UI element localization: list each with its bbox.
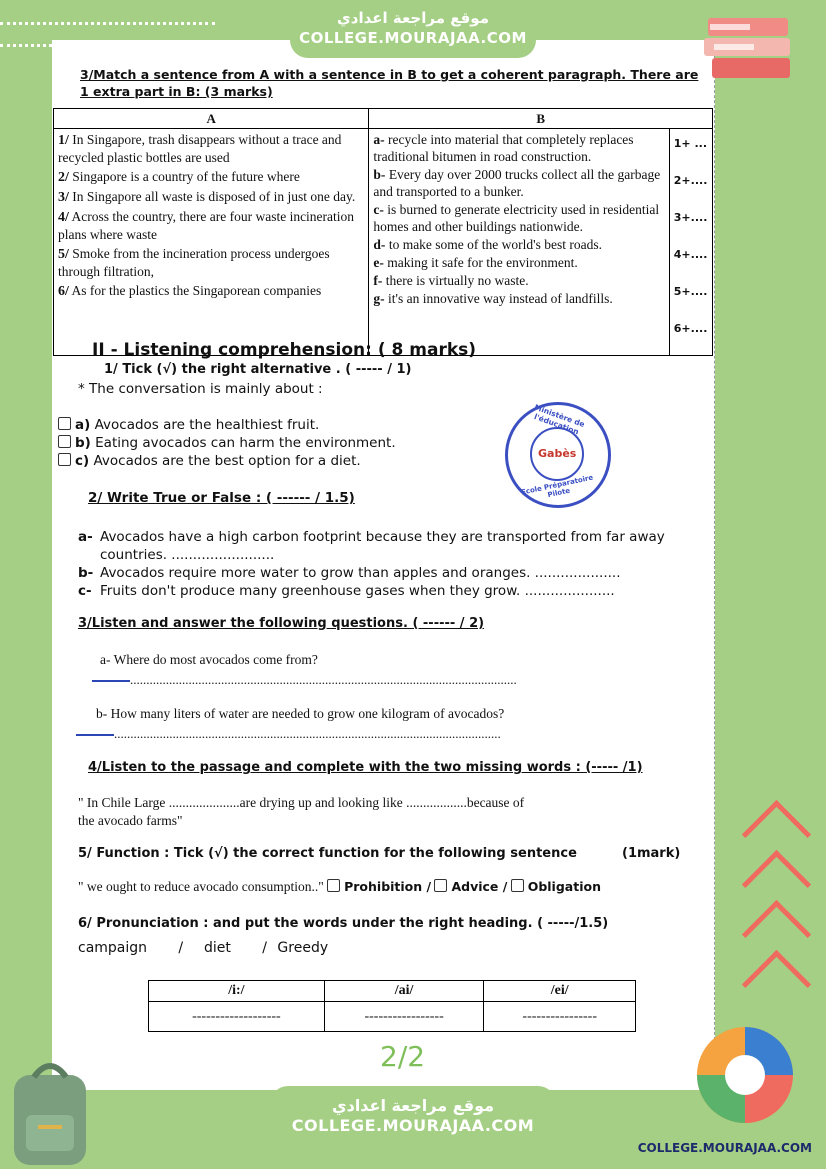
column-a-header: A: [54, 109, 369, 129]
q4-line2: the avocado farms": [78, 813, 183, 828]
column-b-header: B: [369, 109, 713, 129]
q3-answer-line-b[interactable]: [76, 726, 501, 742]
item-letter: a-: [78, 529, 93, 545]
column-a-cell: [54, 129, 369, 356]
blank-i[interactable]: -------------------: [149, 1002, 325, 1032]
pronunciation-table: [148, 980, 636, 1032]
answer-slot[interactable]: 5+....: [673, 285, 708, 298]
item-text-cont[interactable]: countries. ........................: [100, 547, 275, 563]
q1-intro: * The conversation is mainly about :: [78, 381, 323, 397]
stamp-bottom-text: Ecole Préparatoire Pilote: [520, 473, 594, 500]
column-a-item: [58, 168, 364, 186]
column-a-item: [58, 188, 364, 206]
q5-line: [78, 879, 601, 895]
column-b-item: [373, 166, 664, 200]
banner-site[interactable]: COLLEGE.MOURAJAA.COM: [291, 1116, 535, 1135]
option-prohibition: Prohibition /: [344, 879, 432, 894]
option-letter: a): [75, 417, 91, 433]
item-text: there is virtually no waste.: [385, 273, 529, 288]
dots: .......................................................................................................................: [130, 672, 517, 687]
column-a-item: [58, 131, 364, 166]
education-wheel-icon: [695, 1025, 795, 1125]
item-text: making it safe for the environment.: [387, 255, 578, 270]
option-letter: c): [75, 453, 90, 469]
q5-title: [78, 846, 681, 861]
blank-ai[interactable]: -----------------: [324, 1002, 484, 1032]
q6-title-text: 6/ Pronunciation : and put the words under the right heading. ( -----/1.5): [78, 916, 609, 931]
checkbox-advice[interactable]: [434, 879, 447, 892]
arrow-icon: [92, 680, 130, 682]
dots: .......................................................................................................................: [114, 726, 501, 741]
item-text: is burned to generate electricity used in residential homes and other buildings nationwide.: [373, 202, 660, 234]
match-title-line1: 3/Match a sentence from A with a sentence in B to get a coherent paragraph. There are: [80, 67, 699, 82]
column-b-item: [373, 201, 664, 235]
item-text: Singapore is a country of the future where: [72, 169, 300, 184]
word-greedy: / Greedy: [262, 940, 329, 956]
header-i: /i:/: [149, 981, 325, 1002]
q3-question-b: b- How many liters of water are needed to grow one kilogram of avocados?: [96, 706, 505, 721]
footer-brand[interactable]: COLLEGE.MOURAJAA.COM: [637, 1141, 812, 1155]
item-text: to make some of the world's best roads.: [388, 237, 602, 252]
site-banner-top: [290, 0, 536, 58]
q1-title: 1/ Tick (√) the right alternative . ( ----- / 1): [104, 362, 412, 377]
match-title-line2: 1 extra part in B: (3 marks): [80, 84, 273, 99]
column-b-item: [373, 131, 664, 165]
word-campaign: campaign: [78, 940, 148, 956]
decorative-dots: [0, 22, 215, 25]
q3-question-a: a- Where do most avocados come from?: [100, 652, 318, 667]
q2-title-text: 2/ Write True or False : ( ------ / 1.5): [88, 490, 355, 506]
books-icon: [700, 14, 800, 84]
q5-sentence: " we ought to reduce avocado consumption..": [78, 879, 324, 894]
q5-title-text: 5/ Function : Tick (√) the correct function for the following sentence: [78, 846, 577, 861]
item-text: Every day over 2000 trucks collect all the garbage and transported to a bunker.: [373, 167, 661, 199]
arrow-icon: [76, 734, 114, 736]
stamp-center-text: Gabès: [538, 447, 577, 460]
answer-slot[interactable]: 1+ ...: [673, 137, 708, 150]
item-body: [100, 564, 621, 582]
matching-table: [53, 108, 713, 356]
item-text: Avocados have a high carbon footprint because they are transported from far away: [100, 529, 665, 545]
q2-title: [88, 490, 355, 506]
item-text: As for the plastics the Singaporean companies: [71, 283, 322, 298]
stamp-top-text: Ministère de l'éducation: [532, 402, 586, 437]
item-text: Smoke from the incineration process undergoes through filtration,: [58, 246, 330, 279]
banner-arabic: موقع مراجعة اعدادي: [331, 1096, 495, 1115]
q6-words: [78, 940, 328, 956]
item-text: recycle into material that completely replaces traditional bitumen in road construction.: [373, 132, 634, 164]
blank-ei[interactable]: ----------------: [484, 1002, 636, 1032]
header-ai: /ai/: [324, 981, 484, 1002]
checkbox-obligation[interactable]: [511, 879, 524, 892]
banner-arabic: موقع مراجعة اعدادي: [337, 9, 489, 27]
column-b-item: [373, 254, 664, 271]
item-letter: a-: [373, 132, 385, 147]
q2-item: [78, 564, 708, 582]
item-number: 4/: [58, 210, 69, 225]
checkbox-prohibition[interactable]: [327, 879, 340, 892]
school-stamp: [505, 402, 611, 508]
checkbox[interactable]: [58, 453, 71, 466]
q2-item: [78, 528, 708, 564]
q3-title-text: 3/Listen and answer the following questions. ( ------ / 2): [78, 616, 485, 631]
column-a-item: [58, 245, 364, 280]
word-diet: diet: [204, 940, 231, 956]
answer-slot[interactable]: 2+....: [673, 174, 708, 187]
item-number: 6/: [58, 284, 69, 299]
item-body: [100, 528, 665, 564]
q1-option: [58, 434, 396, 452]
checkbox[interactable]: [58, 417, 71, 430]
item-number: 1/: [58, 133, 69, 148]
q5-mark: (1mark): [622, 846, 681, 861]
site-banner-bottom: [270, 1086, 556, 1148]
page-mark: 2/2: [380, 1040, 426, 1073]
backpack-icon: [0, 1055, 100, 1169]
column-b-item: [373, 272, 664, 289]
q6-title: [78, 915, 608, 931]
answer-slot[interactable]: 4+....: [673, 248, 708, 261]
listening-heading-text: II - Listening comprehension: ( 8 marks): [92, 340, 477, 360]
column-b-item: [373, 236, 664, 253]
option-text: Avocados are the healthiest fruit.: [94, 417, 320, 433]
column-a-item: [58, 208, 364, 243]
item-text: Across the country, there are four waste incineration plans where waste: [58, 209, 355, 242]
item-letter: c-: [78, 583, 92, 599]
match-title: [80, 66, 710, 100]
item-number: 5/: [58, 247, 69, 262]
header-ei: /ei/: [484, 981, 636, 1002]
item-letter: b-: [373, 167, 386, 182]
item-text: Fruits don't produce many greenhouse gases when they grow. .....................: [100, 583, 615, 599]
item-letter: g-: [373, 291, 385, 306]
q1-option: [58, 452, 396, 470]
q4-text: [78, 794, 524, 830]
option-letter: b): [75, 435, 91, 451]
q1-option: [58, 416, 396, 434]
item-letter: e-: [373, 255, 384, 270]
q2-item: [78, 582, 708, 600]
word-separator: /: [178, 940, 184, 956]
column-b-cell: [369, 129, 669, 356]
q4-line1: " In Chile Large .....................are drying up and looking like ..................because of: [78, 795, 525, 810]
option-advice: Advice /: [451, 879, 508, 894]
q2-items: [78, 528, 708, 600]
option-text: Avocados are the best option for a diet.: [93, 453, 361, 469]
option-obligation: Obligation: [527, 879, 601, 894]
item-body: [100, 582, 615, 600]
q3-title: [78, 616, 484, 631]
column-a-item: [58, 282, 364, 300]
item-letter: b-: [78, 565, 94, 581]
column-b-item: [373, 290, 664, 307]
item-text: In Singapore all waste is disposed of in just one day.: [72, 189, 356, 204]
option-text: Eating avocados can harm the environment.: [95, 435, 396, 451]
answer-slot[interactable]: 3+....: [673, 211, 708, 224]
chevron-up-icon: [742, 950, 811, 1019]
q4-title: [88, 760, 643, 775]
item-text: Avocados require more water to grow than apples and oranges. ....................: [100, 565, 621, 581]
item-text: it's an innovative way instead of landfills.: [388, 291, 613, 306]
item-letter: c-: [373, 202, 384, 217]
item-text: In Singapore, trash disappears without a trace and recycled plastic bottles are used: [58, 132, 342, 165]
item-number: 2/: [58, 170, 69, 185]
q4-title-text: 4/Listen to the passage and complete with the two missing words : (----- /1): [88, 760, 643, 775]
banner-site[interactable]: COLLEGE.MOURAJAA.COM: [299, 29, 527, 47]
item-letter: f-: [373, 273, 383, 288]
answers-cell: [669, 129, 712, 356]
q3-answer-line-a[interactable]: [92, 672, 517, 688]
answer-slot[interactable]: 6+....: [673, 322, 708, 335]
q1-options: [58, 416, 396, 470]
listening-heading: [92, 340, 476, 360]
item-letter: d-: [373, 237, 386, 252]
checkbox[interactable]: [58, 435, 71, 448]
item-number: 3/: [58, 190, 69, 205]
